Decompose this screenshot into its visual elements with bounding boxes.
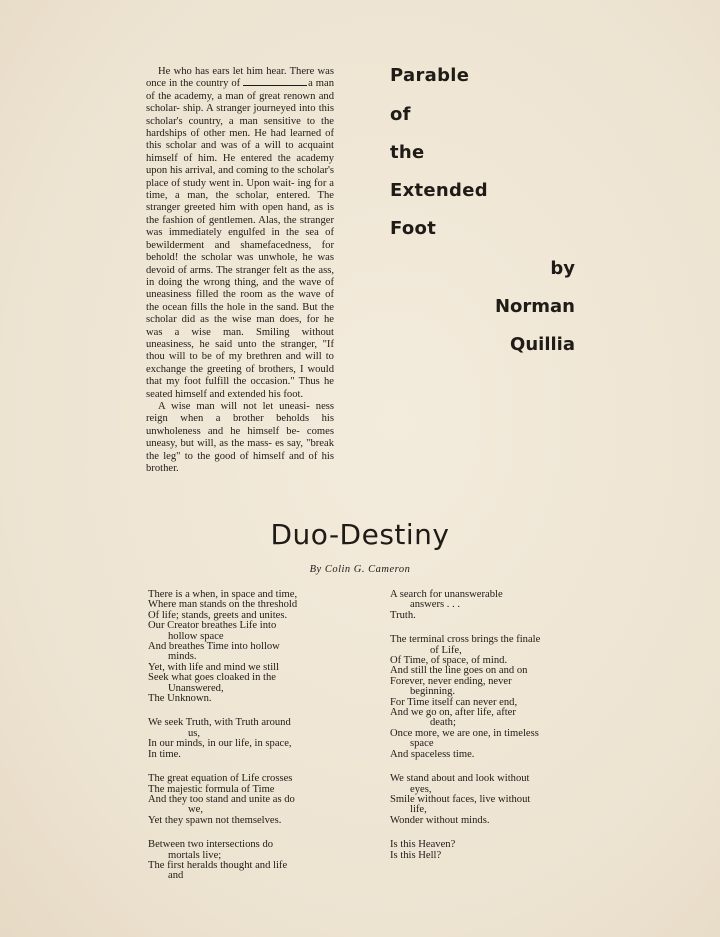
poem-line: And still the line goes on and on xyxy=(390,665,528,677)
poem-line: space xyxy=(410,738,434,750)
parable-line: ship. A stranger journeyed into this xyxy=(183,103,334,115)
poem-line: minds. xyxy=(168,651,197,663)
poem-right-column xyxy=(390,590,580,875)
parable-line: scholar's country, a man sensitive xyxy=(146,115,301,127)
poem-line: Is this Heaven? xyxy=(390,839,456,851)
parable-line: There was once in the country of xyxy=(146,66,334,90)
parable-author-first: Norman xyxy=(494,296,575,317)
poem-stanza xyxy=(148,774,348,826)
poem-line: Wonder without minds. xyxy=(390,814,490,826)
poem-line: A search for unanswerable xyxy=(390,589,503,600)
poem-line: And breathes Time into hollow xyxy=(148,641,280,653)
poem-stanza xyxy=(390,590,580,621)
poem-line: Once more, we are one, in timeless xyxy=(390,727,539,739)
poem-line: Yet they spawn not themselves. xyxy=(148,814,282,826)
parable-line: stranger, "If thou will to be of my xyxy=(146,338,334,363)
poem-line: For Time itself can never end, xyxy=(390,696,518,708)
parable-line: He entered the academy upon his xyxy=(146,152,335,177)
poem-left-column xyxy=(148,590,348,896)
parable-line: He who has ears let him hear. xyxy=(158,66,287,77)
poem-line: In our minds, in our life, in space, xyxy=(148,738,292,750)
parable-line: place of study went in. Upon wait- xyxy=(146,177,295,189)
parable-line: ocean fills the hole in the sand. But xyxy=(162,301,318,313)
parable-title-line-5: Foot xyxy=(390,218,437,239)
poem-title: Duo-Destiny xyxy=(270,518,450,551)
parable-paragraph-2 xyxy=(146,401,334,475)
poem-line: Where man stands on the threshold xyxy=(148,599,298,611)
poem-line: we, xyxy=(188,804,204,816)
parable-line: to the hardships of other men. He xyxy=(146,115,334,140)
poem-line: Of life; stands, greets and unites. xyxy=(148,609,288,621)
poem-line: And they too stand and unite as do xyxy=(148,793,295,805)
parable-line: he seated himself and extended his xyxy=(146,376,334,400)
parable-title-line-3: the xyxy=(390,142,425,163)
poem-line: and xyxy=(168,870,184,882)
parable-line: A wise man will not let uneasi- xyxy=(158,400,310,412)
parable-line: immediately engulfed in the sea of xyxy=(168,227,334,239)
poem-line: mortals live; xyxy=(168,849,222,861)
parable-line: felt as the ass, in doing the wrong xyxy=(146,264,334,288)
parable-line: filled the room as the wave of the xyxy=(146,289,334,313)
parable-line: my foot fulfill the occasion." Thus xyxy=(166,376,320,388)
poem-line: The great equation of Life crosses xyxy=(148,773,293,785)
parable-title-line-2: of xyxy=(390,104,411,125)
parable-line: es say, "break the leg" to the good xyxy=(146,438,334,462)
redacted-country-blank xyxy=(243,85,307,86)
parable-line: entered. The stranger greeted him xyxy=(146,190,334,214)
parable-line: for he was a wise man. Smiling xyxy=(146,314,335,338)
parable-line: had learned of this scholar and was xyxy=(146,128,335,152)
poem-byline: By Colin G. Cameron xyxy=(309,564,411,575)
parable-text xyxy=(146,66,334,475)
parable-line: ness reign when a brother beholds xyxy=(146,400,335,425)
parable-line: he was devoid of arms. The stranger xyxy=(146,252,334,276)
poem-line: of Life, xyxy=(430,644,462,656)
parable-line: foot. xyxy=(283,388,304,400)
poem-line: In time. xyxy=(148,748,181,760)
parable-line: of a will to acquaint himself of him. xyxy=(146,140,334,164)
poem-stanza xyxy=(390,635,580,760)
parable-line: a man of the academy, xyxy=(146,78,334,102)
parable-line: greeting of brothers, I would that xyxy=(146,363,334,388)
poem-line: We seek Truth, with Truth around xyxy=(148,717,291,729)
parable-line: comes uneasy, but will, as the mass- xyxy=(146,425,334,450)
poem-stanza xyxy=(148,590,348,704)
parable-line: with open hand, as is the fashion of xyxy=(146,202,334,226)
poem-line: eyes, xyxy=(410,783,432,795)
poem-line: And we go on, after life, after xyxy=(390,707,516,719)
parable-title-line-1: Parable xyxy=(390,65,470,86)
parable-line: the scholar did as the wise man does, xyxy=(146,301,334,326)
parable-author-last: Quillia xyxy=(510,334,575,355)
poem-line: The Unknown. xyxy=(148,693,212,705)
poem-line: Seek what goes cloaked in the xyxy=(148,672,276,684)
poem-stanza xyxy=(148,718,348,760)
poem-line: beginning. xyxy=(410,686,456,698)
poem-line: Yet, with life and mind we still xyxy=(148,661,280,673)
parable-line: thing, and the wave of uneasiness xyxy=(146,276,335,301)
poem-line: us, xyxy=(188,727,201,739)
poem-line: Smile without faces, live without xyxy=(390,793,531,805)
poem-line: death; xyxy=(430,717,456,729)
parable-by: by xyxy=(550,258,575,279)
poem-line: There is a when, in space and time, xyxy=(148,589,298,600)
parable-line: without uneasiness, he said unto the xyxy=(146,326,334,350)
parable-paragraph-1 xyxy=(146,66,334,401)
poem-line: Truth. xyxy=(390,609,416,621)
parable-line: bewilderment and shamefacedness, xyxy=(146,239,312,251)
poem-line: The majestic formula of Time xyxy=(148,783,275,795)
poem-line: Our Creator breathes Life into xyxy=(148,620,277,632)
poem-line: Forever, never ending, never xyxy=(390,675,512,687)
poem-line: And spaceless time. xyxy=(390,748,475,760)
poem-line: The first heralds thought and life xyxy=(148,859,288,871)
poem-stanza xyxy=(390,774,580,826)
parable-line: his unwholeness and he himself be- xyxy=(146,413,334,437)
poem-line: hollow space xyxy=(168,630,224,642)
parable-line: for behold! the scholar was unwhole, xyxy=(146,239,334,264)
poem-line: Of Time, of space, of mind. xyxy=(390,655,508,667)
poem-stanza xyxy=(390,840,580,861)
parable-line: arrival, and coming to the scholar's xyxy=(185,165,335,177)
poem-line: The terminal cross brings the finale xyxy=(390,634,541,646)
parable-line: gentlemen. Alas, the stranger was xyxy=(146,214,334,239)
poem-line: life, xyxy=(410,804,427,816)
poem-line: We stand about and look without xyxy=(390,773,530,785)
poem-line: Is this Hell? xyxy=(390,849,442,861)
poem-line: Unanswered, xyxy=(168,682,224,694)
parable-line: brethren and will to exchange the xyxy=(146,351,334,375)
poem-line: Between two intersections do xyxy=(148,839,274,851)
parable-line: of himself and of his brother. xyxy=(146,450,334,474)
parable-line: a man of great renown and scholar- xyxy=(146,90,334,115)
poem-stanza xyxy=(148,840,348,882)
parable-line: ing for a time, a man, the scholar, xyxy=(146,177,335,202)
parable-title-line-4: Extended xyxy=(390,180,488,201)
poem-line: answers . . . xyxy=(410,599,461,611)
